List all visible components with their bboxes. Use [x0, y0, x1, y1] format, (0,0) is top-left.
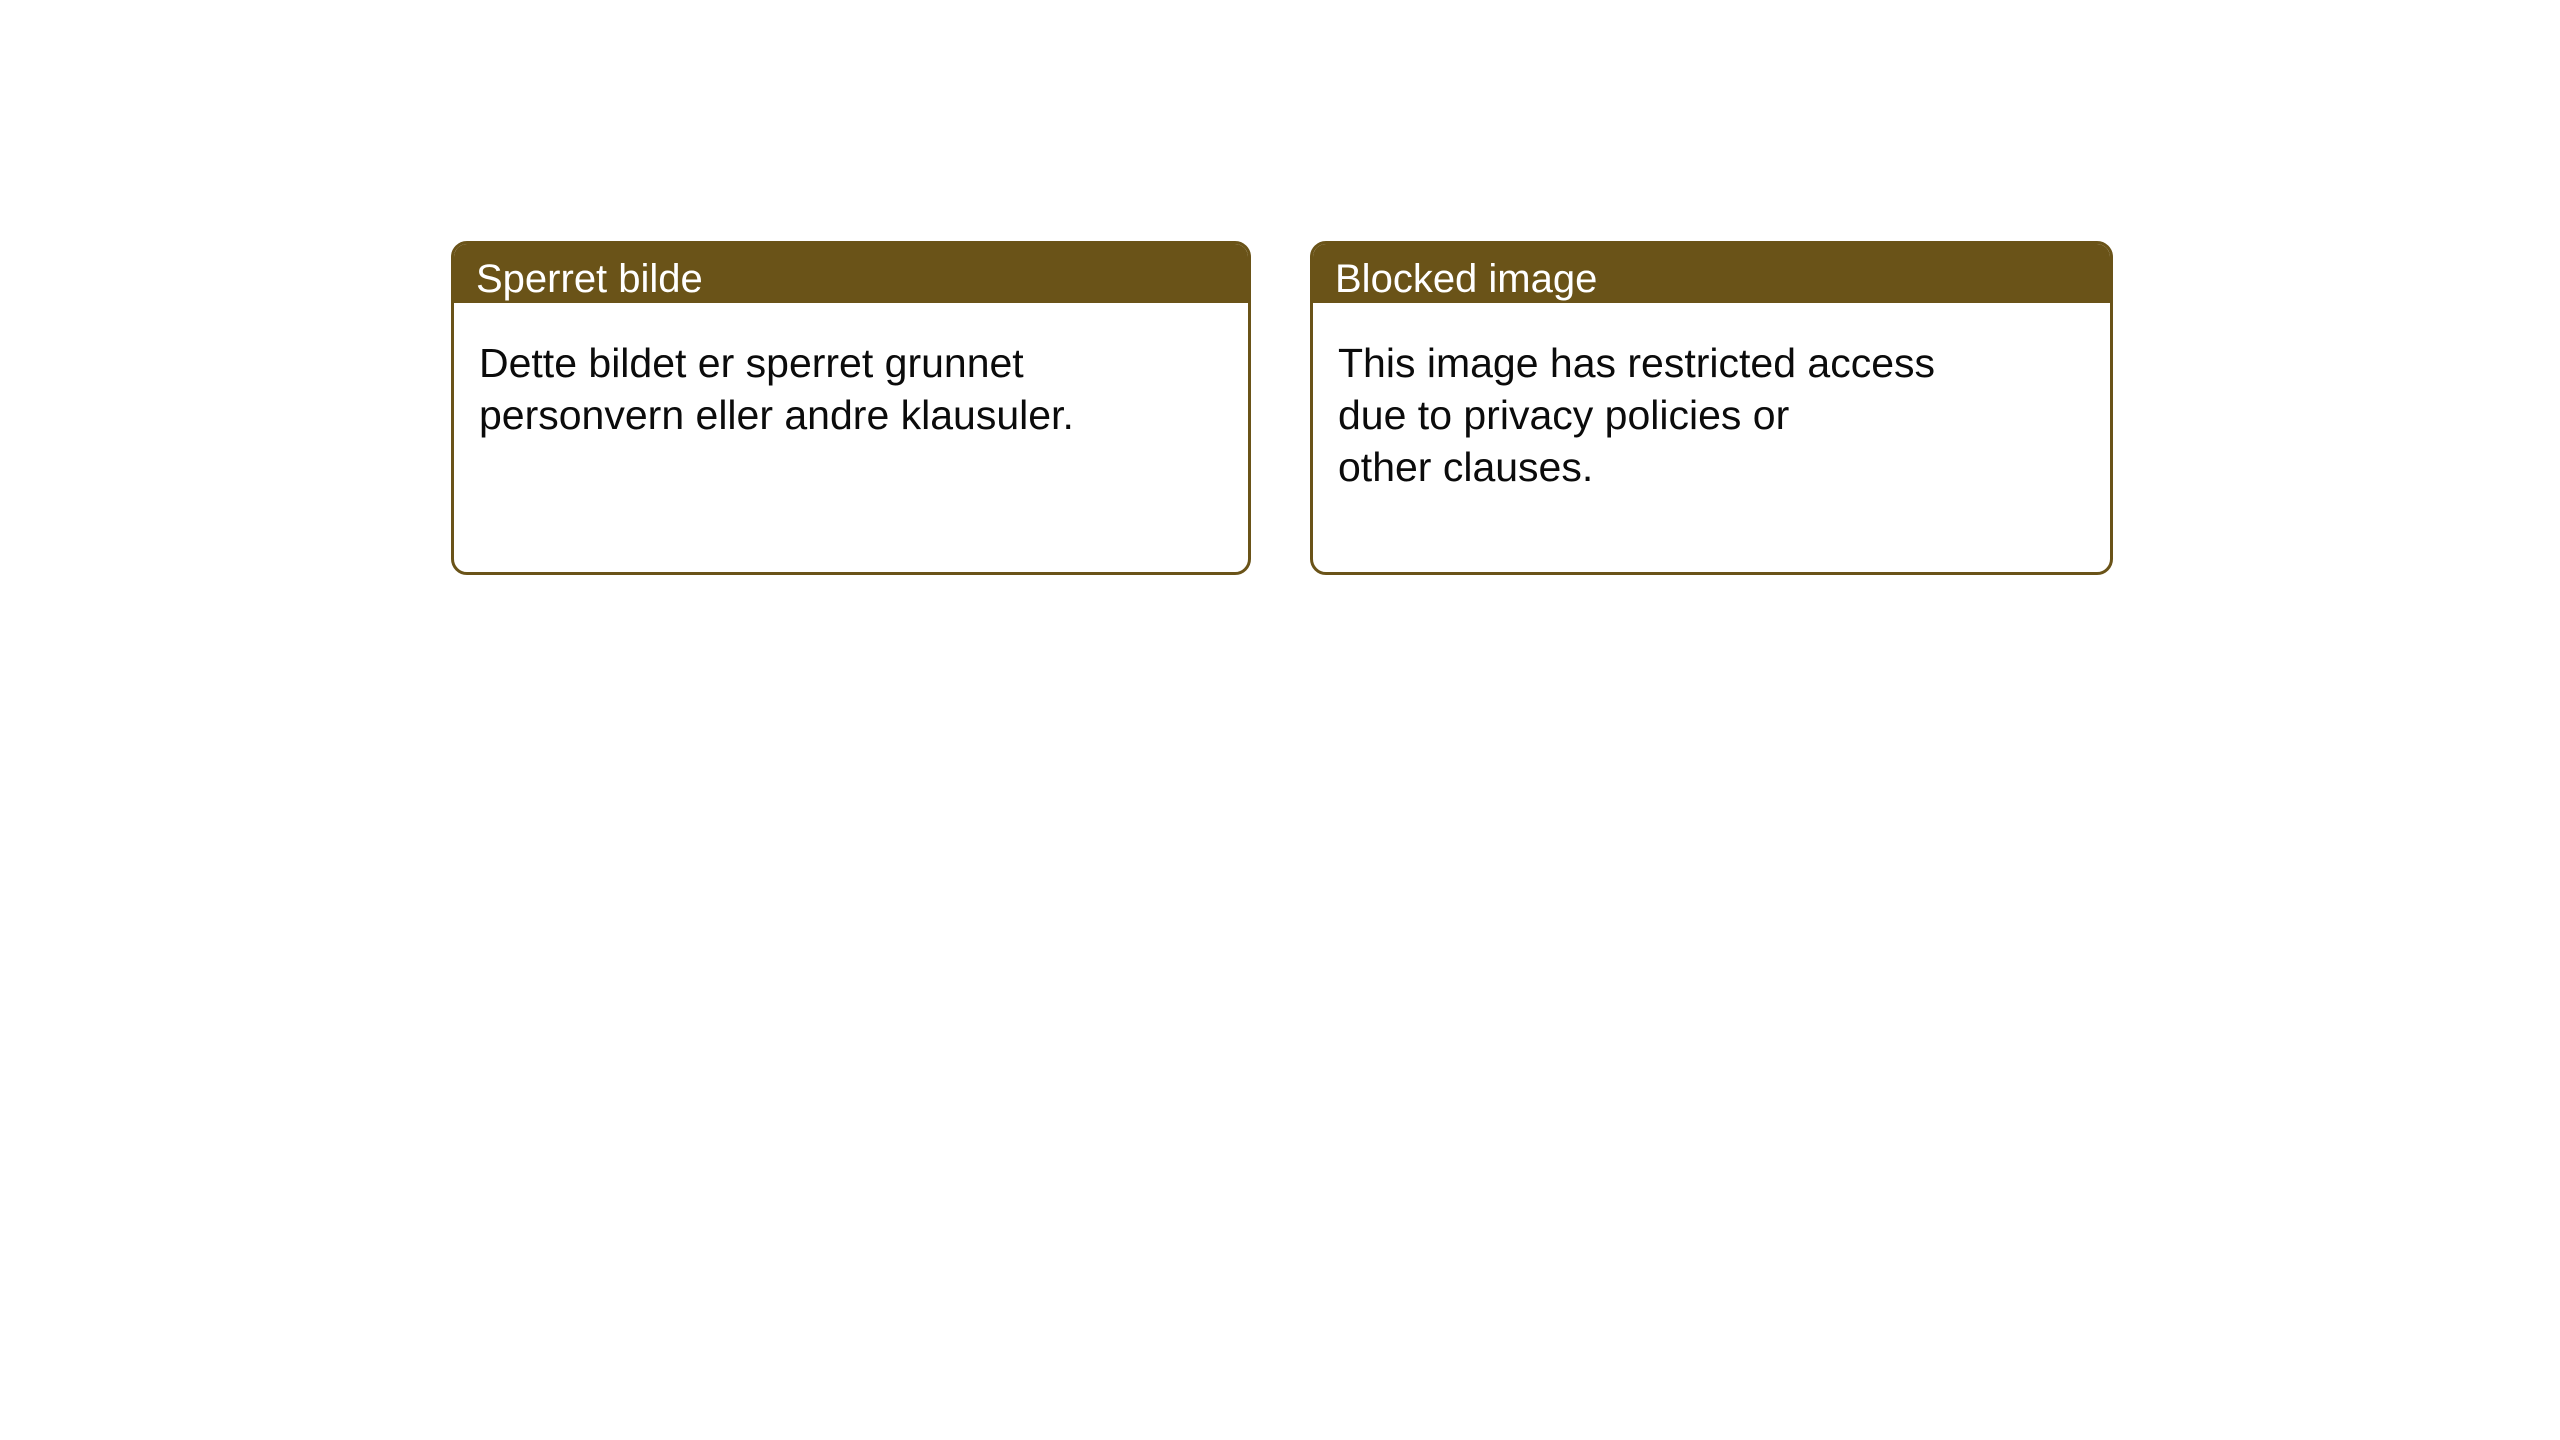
- card-header-norwegian: [454, 244, 1248, 303]
- notice-text-line: due to privacy policies or: [1338, 392, 1790, 438]
- card-title: Blocked image: [1335, 256, 1598, 301]
- notice-text-line: Dette bildet er sperret grunnet: [479, 340, 1024, 386]
- card-header-english: [1313, 244, 2110, 303]
- blocked-image-notice-card-norwegian: [451, 241, 1251, 575]
- blocked-image-notice-card-english: [1310, 241, 2113, 575]
- card-body-norwegian: [454, 303, 1248, 441]
- notice-text-line: personvern eller andre klausuler.: [479, 392, 1074, 438]
- card-title: Sperret bilde: [476, 256, 703, 301]
- notice-text-line: other clauses.: [1338, 444, 1594, 490]
- notice-text-line: This image has restricted access: [1338, 340, 1936, 386]
- card-body-english: [1313, 303, 2110, 493]
